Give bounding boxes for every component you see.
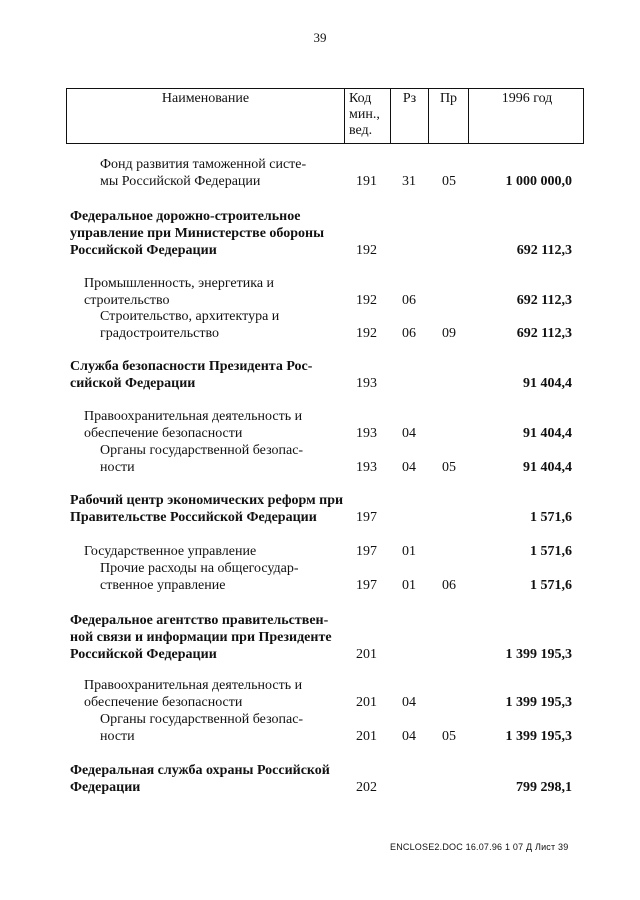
row-code: 201: [356, 695, 377, 710]
row-name-line: Федеральное агентство правительствен-: [70, 613, 329, 628]
row-name-line: Органы государственной безопас-: [100, 712, 304, 727]
table-row: [66, 208, 584, 259]
row-value: 692 112,3: [516, 293, 572, 308]
row-name-line: ности: [100, 729, 135, 744]
row-code: 201: [356, 647, 377, 662]
row-code: 197: [356, 578, 377, 593]
row-rz: 06: [402, 326, 416, 341]
row-name: [70, 358, 312, 392]
table-row: [66, 275, 584, 309]
row-name-line: сийской Федерации: [70, 376, 196, 391]
row-pr: 05: [442, 174, 456, 189]
row-code: 192: [356, 326, 377, 341]
row-name-line: Прочие расходы на общегосудар-: [100, 561, 299, 576]
row-name: [84, 408, 302, 442]
row-name-line: Фонд развития таможенной систе-: [100, 157, 307, 172]
row-value: 1 571,6: [530, 578, 572, 593]
row-rz: 04: [402, 695, 416, 710]
row-name-line: градостроительство: [100, 326, 219, 341]
row-rz: 01: [402, 578, 416, 593]
row-pr: 05: [442, 460, 456, 475]
row-code: 192: [356, 293, 377, 308]
row-name-line: Служба безопасности Президента Рос-: [70, 359, 313, 374]
row-value: 1 571,6: [530, 510, 572, 525]
table-row: [66, 408, 584, 442]
table-row: [66, 762, 584, 796]
table-row: [66, 442, 584, 476]
row-value: 1 000 000,0: [505, 174, 572, 189]
page-number: 39: [313, 30, 327, 45]
header-code-line3: вед.: [349, 123, 373, 138]
header-pr: Пр: [429, 89, 469, 143]
row-name-line: Правоохранительная деятельность и: [84, 678, 303, 693]
row-value: 799 298,1: [516, 780, 572, 795]
row-code: 193: [356, 376, 377, 391]
row-rz: 04: [402, 729, 416, 744]
row-name-line: ности: [100, 460, 135, 475]
row-name-line: Федеральное дорожно-строительное: [70, 209, 301, 224]
row-name-line: Строительство, архитектура и: [100, 309, 280, 324]
row-name-line: Российской Федерации: [70, 243, 217, 258]
row-name-line: строительство: [84, 293, 170, 308]
table-row: [66, 358, 584, 392]
header-code: [345, 89, 391, 143]
row-code: 191: [356, 174, 377, 189]
row-rz: 31: [402, 174, 416, 189]
row-name: [84, 677, 302, 711]
row-name-line: Органы государственной безопас-: [100, 443, 304, 458]
table-row: [66, 677, 584, 711]
header-rz: Рз: [391, 89, 429, 143]
table-row: [66, 308, 584, 342]
row-code: 193: [356, 460, 377, 475]
row-value: 1 399 195,3: [505, 695, 572, 710]
table-header: [66, 88, 584, 144]
row-value: 91 404,4: [523, 460, 572, 475]
row-name: [70, 492, 343, 526]
table-row: [66, 492, 584, 526]
row-name: [100, 156, 306, 190]
row-code: 192: [356, 243, 377, 258]
table-row: [66, 560, 584, 594]
row-value: 692 112,3: [516, 243, 572, 258]
row-value: 1 399 195,3: [505, 647, 572, 662]
header-year: 1996 год: [501, 91, 553, 106]
row-name-line: обеспечение безопасности: [84, 426, 243, 441]
row-code: 202: [356, 780, 377, 795]
row-name: [84, 543, 256, 560]
footer-doc-info: ENCLOSE2.DOC 16.07.96 1 07 Д Лист 39: [390, 842, 569, 852]
row-code: 193: [356, 426, 377, 441]
row-name-line: Федерации: [70, 780, 141, 795]
row-name: [70, 612, 332, 663]
row-value: 91 404,4: [523, 426, 572, 441]
row-name: [84, 275, 274, 309]
row-value: 1 571,6: [530, 544, 572, 559]
row-name-line: Федеральная служба охраны Российской: [70, 763, 330, 778]
row-value: 1 399 195,3: [505, 729, 572, 744]
row-value: 91 404,4: [523, 376, 572, 391]
row-name: [100, 442, 303, 476]
row-name-line: обеспечение безопасности: [84, 695, 243, 710]
row-name-line: Российской Федерации: [70, 647, 217, 662]
row-value: 692 112,3: [516, 326, 572, 341]
row-name-line: Правительстве Российской Федерации: [70, 510, 317, 525]
row-name-line: мы Российской Федерации: [100, 174, 261, 189]
row-name: [70, 762, 330, 796]
row-rz: 01: [402, 544, 416, 559]
row-name: [70, 208, 324, 259]
row-name-line: Правоохранительная деятельность и: [84, 409, 303, 424]
row-code: 201: [356, 729, 377, 744]
table-row: [66, 711, 584, 745]
row-name-line: Государственное управление: [84, 544, 257, 559]
row-pr: 06: [442, 578, 456, 593]
table-row: [66, 612, 584, 663]
row-name: [100, 560, 299, 594]
row-rz: 04: [402, 426, 416, 441]
row-name-line: Рабочий центр экономических реформ при: [70, 493, 344, 508]
row-name-line: ственное управление: [100, 578, 226, 593]
row-pr: 09: [442, 326, 456, 341]
row-rz: 06: [402, 293, 416, 308]
row-name: [100, 308, 279, 342]
row-name-line: управление при Министерстве обороны: [70, 226, 325, 241]
row-name-line: Промышленность, энергетика и: [84, 276, 275, 291]
table-row: [66, 543, 584, 560]
row-code: 197: [356, 510, 377, 525]
header-code-line2: мин.,: [349, 107, 380, 122]
table-row: [66, 156, 584, 190]
header-code-line1: Код: [349, 91, 372, 106]
row-name: [100, 711, 303, 745]
row-pr: 05: [442, 729, 456, 744]
row-code: 197: [356, 544, 377, 559]
row-rz: 04: [402, 460, 416, 475]
row-name-line: ной связи и информации при Президенте: [70, 630, 332, 645]
header-name: Наименование: [67, 89, 345, 143]
